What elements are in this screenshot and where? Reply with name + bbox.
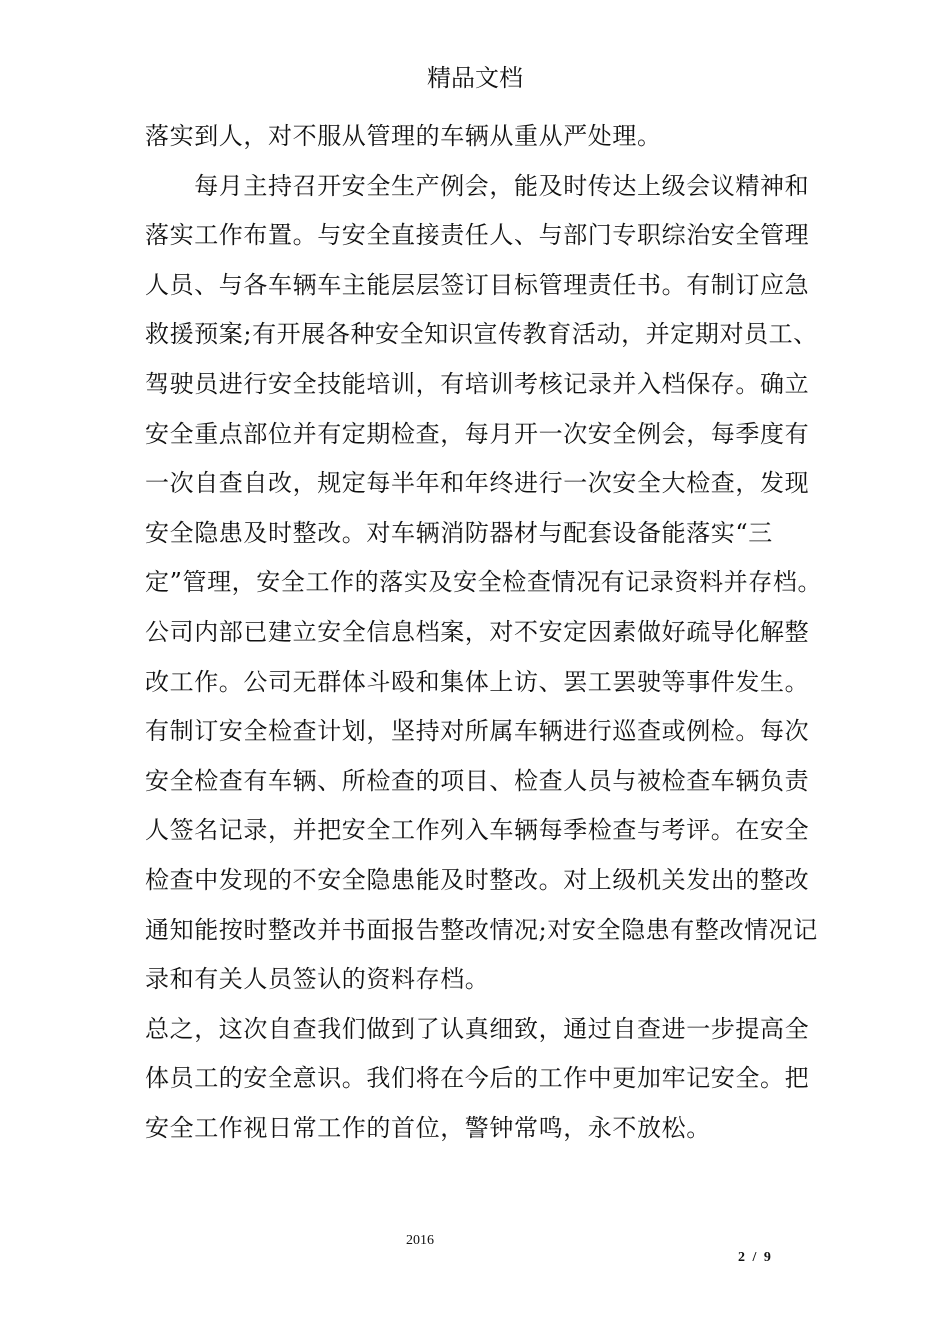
document-body bbox=[145, 112, 825, 1153]
footer-year: 2016 bbox=[406, 1233, 434, 1248]
body-paragraph: 每月主持召开安全生产例会，能及时传达上级会议精神和落实工作布置。与安全直接责任人、与部门专职综治安全管理人员、与各车辆车主能层层签订目标管理责任书。有制订应急救援预案;有开展各种安全知识宣传教育活动，并定期对员工、驾驶员进行安全技能培训，有培训考核记录并入档保存。确立安全重点部位并有定期检查，每月开一次安全例会，每季度有一次自查自改，规定每半年和年终进行一次安全大检查，发现安全隐患及时整改。对车辆消防器材与配套设备能落实“三定”管理，安全工作的落实及安全检查情况有记录资料并存档。公司内部已建立安全信息档案，对不安定因素做好疏导化解整改工作。公司无群体斗殴和集体上访、罢工罢驶等事件发生。有制订安全检查计划，坚持对所属车辆进行巡查或例检。每次安全检查有车辆、所检查的项目、检查人员与被检查车辆负责人签名记录，并把安全工作列入车辆每季检查与考评。在安全检查中发现的不安全隐患能及时整改。对上级机关发出的整改通知能按时整改并书面报告整改情况;对安全隐患有整改情况记录和有关人员签认的资料存档。 bbox=[145, 171, 823, 994]
body-paragraph: 落实到人，对不服从管理的车辆从重从严处理。 bbox=[145, 122, 662, 150]
page-number: 2 / 9 bbox=[738, 1250, 771, 1265]
body-paragraph: 总之，这次自查我们做到了认真细致，通过自查进一步提高全体员工的安全意识。我们将在今后的工作中更加牢记安全。把安全工作视日常工作的首位，警钟常鸣，永不放松。 bbox=[145, 1014, 810, 1142]
page-header-title: 精品文档 bbox=[427, 64, 523, 92]
